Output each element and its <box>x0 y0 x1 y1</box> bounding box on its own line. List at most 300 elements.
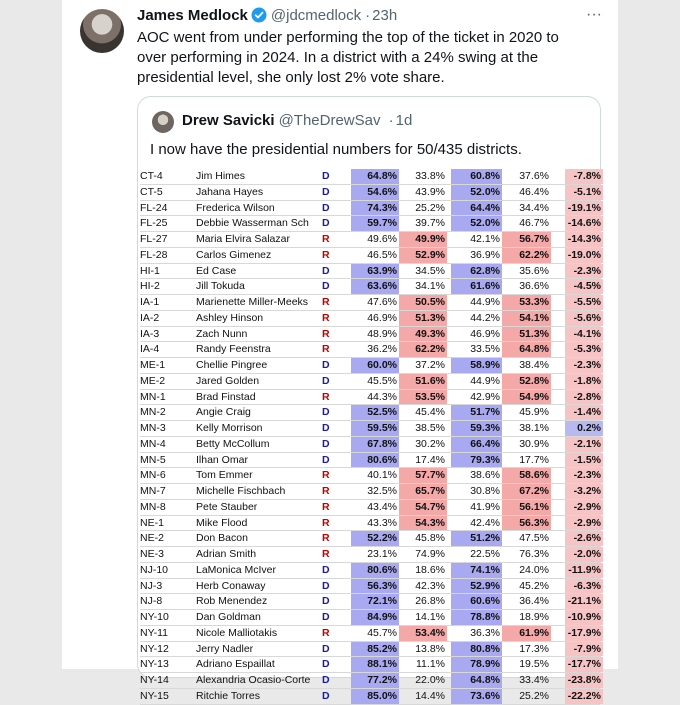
value-cell: 25.2% <box>415 201 445 214</box>
swing-cell: -14.6% <box>565 216 603 231</box>
table-row <box>140 594 600 610</box>
representative-cell: Kelly Morrison <box>196 422 263 434</box>
value-cell: 36.6% <box>519 280 549 293</box>
representative-cell: Angie Craig <box>196 406 251 419</box>
table-row <box>140 295 600 311</box>
tweet-time[interactable]: 23h <box>372 7 398 24</box>
district-cell: NY-13 <box>140 658 169 671</box>
table-row <box>140 169 600 185</box>
swing-cell: -17.7% <box>565 657 603 672</box>
representative-cell: Michelle Fischbach <box>196 485 286 497</box>
party-cell: D <box>322 264 330 277</box>
swing-cell: -1.4% <box>565 405 603 420</box>
value-cell: 38.1% <box>519 422 549 434</box>
value-cell: 37.6% <box>519 170 549 182</box>
value-cell: 30.2% <box>415 437 445 450</box>
district-cell: CT-5 <box>140 185 163 198</box>
representative-cell: Ashley Hinson <box>196 311 264 324</box>
value-cell: 49.9% <box>399 232 447 247</box>
party-cell: R <box>322 485 330 497</box>
value-cell: 45.4% <box>415 406 445 419</box>
value-cell: 56.7% <box>502 232 551 247</box>
value-cell: 85.2% <box>351 642 399 657</box>
value-cell: 80.6% <box>351 563 399 578</box>
separator-dot: · <box>365 7 371 24</box>
value-cell: 18.9% <box>519 611 549 623</box>
representative-cell: Maria Elvira Salazar <box>196 233 290 245</box>
table-row <box>140 185 600 201</box>
value-cell: 33.5% <box>470 343 500 356</box>
value-cell: 59.5% <box>351 421 399 436</box>
value-cell: 54.3% <box>399 516 447 531</box>
value-cell: 63.9% <box>351 264 399 279</box>
value-cell: 64.8% <box>451 673 502 688</box>
verified-badge-icon <box>251 7 267 29</box>
value-cell: 64.8% <box>351 169 399 184</box>
party-cell: D <box>322 563 330 576</box>
value-cell: 42.1% <box>470 233 500 245</box>
swing-cell: -14.3% <box>565 232 603 247</box>
district-cell: HI-2 <box>140 280 160 293</box>
value-cell: 35.6% <box>519 264 549 277</box>
party-cell: D <box>322 579 330 592</box>
value-cell: 51.7% <box>451 405 502 420</box>
representative-cell: Chellie Pingree <box>196 359 268 371</box>
value-cell: 51.2% <box>451 531 502 546</box>
table-row <box>140 342 600 358</box>
swing-cell: -1.5% <box>565 453 603 468</box>
value-cell: 45.2% <box>519 579 549 592</box>
district-cell: NY-10 <box>140 611 169 623</box>
representative-cell: Dan Goldman <box>196 611 261 623</box>
value-cell: 54.9% <box>502 390 551 405</box>
value-cell: 74.9% <box>415 548 445 560</box>
swing-cell: -2.0% <box>565 547 603 562</box>
party-cell: D <box>322 642 330 655</box>
value-cell: 74.1% <box>451 563 502 578</box>
value-cell: 50.5% <box>399 295 447 310</box>
swing-cell: -2.3% <box>565 358 603 373</box>
table-row <box>140 437 600 453</box>
table-row <box>140 390 600 406</box>
party-cell: R <box>322 233 330 245</box>
swing-cell: -5.3% <box>565 342 603 357</box>
value-cell: 18.6% <box>415 563 445 576</box>
party-cell: R <box>322 516 330 529</box>
separator-dot: · <box>384 112 394 129</box>
party-cell: D <box>322 280 330 293</box>
value-cell: 37.2% <box>415 359 445 371</box>
value-cell: 78.9% <box>451 657 502 672</box>
district-cell: ME-2 <box>140 374 166 387</box>
value-cell: 42.3% <box>415 579 445 592</box>
table-row <box>140 201 600 217</box>
swing-cell: -19.1% <box>565 201 603 216</box>
swing-cell: -2.1% <box>565 437 603 452</box>
table-row <box>140 216 600 232</box>
value-cell: 88.1% <box>351 657 399 672</box>
representative-cell: Herb Conaway <box>196 579 266 592</box>
representative-cell: Randy Feenstra <box>196 343 271 356</box>
value-cell: 43.3% <box>367 516 397 529</box>
representative-cell: Jerry Nadler <box>196 642 254 655</box>
party-cell: R <box>322 248 330 261</box>
swing-cell: -1.8% <box>565 374 603 389</box>
value-cell: 53.4% <box>399 626 447 641</box>
district-cell: NY-11 <box>140 626 169 639</box>
value-cell: 60.0% <box>351 358 399 373</box>
value-cell: 46.9% <box>367 311 397 324</box>
value-cell: 56.3% <box>351 579 399 594</box>
district-cell: NY-14 <box>140 674 169 686</box>
author-avatar[interactable] <box>80 9 124 53</box>
table-row <box>140 547 600 563</box>
election-table-image[interactable] <box>140 169 600 705</box>
value-cell: 42.9% <box>470 390 500 403</box>
party-cell: R <box>322 296 330 308</box>
district-cell: IA-3 <box>140 327 160 340</box>
swing-cell: -5.1% <box>565 185 603 200</box>
representative-cell: Zach Nunn <box>196 327 248 340</box>
swing-cell: -2.8% <box>565 390 603 405</box>
value-cell: 53.3% <box>502 295 551 310</box>
value-cell: 64.8% <box>502 342 551 357</box>
representative-cell: Betty McCollum <box>196 437 270 450</box>
value-cell: 47.6% <box>367 296 397 308</box>
value-cell: 14.4% <box>415 689 445 702</box>
quoted-tweet[interactable] <box>137 96 601 702</box>
value-cell: 52.8% <box>502 374 551 389</box>
value-cell: 33.4% <box>519 674 549 686</box>
value-cell: 62.8% <box>451 264 502 279</box>
district-cell: NE-1 <box>140 516 164 529</box>
value-cell: 65.7% <box>399 484 447 499</box>
representative-cell: Frederica Wilson <box>196 201 275 214</box>
representative-cell: Jill Tokuda <box>196 280 245 293</box>
value-cell: 30.8% <box>470 485 500 497</box>
value-cell: 51.3% <box>399 311 447 326</box>
representative-cell: Jahana Hayes <box>196 185 264 198</box>
value-cell: 61.9% <box>502 626 551 641</box>
swing-cell: -4.1% <box>565 327 603 342</box>
party-cell: R <box>322 327 330 340</box>
value-cell: 17.4% <box>415 453 445 466</box>
representative-cell: Mike Flood <box>196 516 248 529</box>
party-cell: R <box>322 626 330 639</box>
value-cell: 73.6% <box>451 689 502 704</box>
district-cell: MN-1 <box>140 390 166 403</box>
district-cell: CT-4 <box>140 170 163 182</box>
swing-cell: -3.2% <box>565 484 603 499</box>
representative-cell: Carlos Gimenez <box>196 248 272 261</box>
value-cell: 44.9% <box>470 296 500 308</box>
value-cell: 40.1% <box>367 469 397 482</box>
representative-cell: Adriano Espaillat <box>196 658 275 671</box>
representative-cell: LaMonica McIver <box>196 563 276 576</box>
party-cell: D <box>322 422 330 434</box>
party-cell: R <box>322 390 330 403</box>
swing-cell: -7.8% <box>565 169 603 184</box>
district-cell: HI-1 <box>140 264 160 277</box>
tweet-header <box>137 6 397 29</box>
representative-cell: Alexandria Ocasio-Corte <box>196 674 311 686</box>
value-cell: 52.0% <box>451 216 502 231</box>
representative-cell: Brad Finstad <box>196 390 256 403</box>
value-cell: 22.0% <box>415 674 445 686</box>
value-cell: 43.9% <box>415 185 445 198</box>
value-cell: 52.5% <box>351 405 399 420</box>
value-cell: 34.4% <box>519 201 549 214</box>
party-cell: R <box>322 469 330 482</box>
table-row <box>140 484 600 500</box>
swing-cell: -2.9% <box>565 500 603 515</box>
table-row <box>140 579 600 595</box>
district-cell: NJ-8 <box>140 595 163 608</box>
value-cell: 13.8% <box>415 642 445 655</box>
swing-cell: -4.5% <box>565 279 603 294</box>
value-cell: 11.1% <box>416 658 445 671</box>
table-row <box>140 642 600 658</box>
value-cell: 17.3% <box>519 642 549 655</box>
swing-cell: -2.6% <box>565 531 603 546</box>
swing-cell: -21.1% <box>565 594 603 609</box>
table-row <box>140 500 600 516</box>
value-cell: 19.5% <box>519 658 549 671</box>
party-cell: D <box>322 437 330 450</box>
more-options-icon[interactable]: ··· <box>586 6 602 23</box>
table-row <box>140 232 600 248</box>
value-cell: 42.4% <box>470 516 500 529</box>
value-cell: 62.2% <box>502 248 551 263</box>
table-row <box>140 516 600 532</box>
party-cell: R <box>322 532 330 545</box>
value-cell: 46.7% <box>519 217 549 230</box>
value-cell: 54.6% <box>351 185 399 200</box>
value-cell: 41.9% <box>470 500 500 513</box>
value-cell: 58.6% <box>502 468 551 483</box>
district-cell: MN-5 <box>140 453 166 466</box>
district-cell: MN-4 <box>140 437 166 450</box>
value-cell: 64.4% <box>451 201 502 216</box>
quoted-text: I now have the presidential numbers for 50/435 districts. <box>150 141 522 158</box>
value-cell: 58.9% <box>451 358 502 373</box>
author-name[interactable]: James Medlock <box>137 7 248 24</box>
party-cell: D <box>322 595 330 608</box>
district-cell: NJ-3 <box>140 579 163 592</box>
quoted-header <box>182 112 412 129</box>
table-row <box>140 689 600 705</box>
swing-cell: -11.9% <box>565 563 603 578</box>
district-cell: IA-1 <box>140 296 160 308</box>
value-cell: 60.6% <box>451 594 502 609</box>
district-cell: FL-28 <box>140 248 168 261</box>
swing-cell: -10.9% <box>565 610 603 625</box>
value-cell: 34.5% <box>415 264 445 277</box>
party-cell: D <box>322 185 330 198</box>
district-cell: IA-4 <box>140 343 160 356</box>
district-cell: NE-3 <box>140 548 164 560</box>
value-cell: 52.2% <box>351 531 399 546</box>
value-cell: 67.8% <box>351 437 399 452</box>
representative-cell: Tom Emmer <box>196 469 253 482</box>
value-cell: 38.4% <box>519 359 549 371</box>
table-row <box>140 264 600 280</box>
value-cell: 77.2% <box>351 673 399 688</box>
value-cell: 33.8% <box>415 170 445 182</box>
table-row <box>140 279 600 295</box>
district-cell: NJ-10 <box>140 563 169 576</box>
table-row <box>140 563 600 579</box>
table-row <box>140 421 600 437</box>
district-cell: MN-7 <box>140 485 166 497</box>
party-cell: R <box>322 500 330 513</box>
party-cell: D <box>322 406 330 419</box>
value-cell: 80.6% <box>351 453 399 468</box>
representative-cell: Nicole Malliotakis <box>196 626 278 639</box>
party-cell: D <box>322 374 330 387</box>
value-cell: 54.7% <box>399 500 447 515</box>
value-cell: 60.8% <box>451 169 502 184</box>
district-cell: FL-27 <box>140 233 168 245</box>
value-cell: 51.6% <box>399 374 447 389</box>
district-cell: ME-1 <box>140 359 166 371</box>
value-cell: 46.5% <box>367 248 397 261</box>
author-handle[interactable]: @jdcmedlock <box>270 7 362 24</box>
value-cell: 52.0% <box>451 185 502 200</box>
representative-cell: Jared Golden <box>196 374 260 387</box>
party-cell: R <box>322 311 330 324</box>
value-cell: 43.4% <box>367 500 397 513</box>
representative-cell: Adrian Smith <box>196 548 257 560</box>
swing-cell: -17.9% <box>565 626 603 641</box>
district-cell: FL-24 <box>140 201 168 214</box>
value-cell: 74.3% <box>351 201 399 216</box>
representative-cell: Rob Menendez <box>196 595 268 608</box>
table-row <box>140 374 600 390</box>
value-cell: 30.9% <box>519 437 549 450</box>
value-cell: 56.1% <box>502 500 551 515</box>
party-cell: R <box>322 343 330 356</box>
value-cell: 54.1% <box>502 311 551 326</box>
value-cell: 36.9% <box>470 248 500 261</box>
value-cell: 25.2% <box>519 689 549 702</box>
value-cell: 47.5% <box>519 532 549 545</box>
value-cell: 66.4% <box>451 437 502 452</box>
value-cell: 76.3% <box>519 548 549 560</box>
table-row <box>140 673 600 689</box>
quoted-time: 1d <box>395 112 413 129</box>
district-cell: IA-2 <box>140 311 160 324</box>
value-cell: 61.6% <box>451 279 502 294</box>
representative-cell: Don Bacon <box>196 532 248 545</box>
representative-cell: Debbie Wasserman Sch <box>196 217 309 230</box>
party-cell: D <box>322 658 330 671</box>
value-cell: 38.6% <box>470 469 500 482</box>
value-cell: 51.3% <box>502 327 551 342</box>
value-cell: 48.9% <box>367 327 397 340</box>
party-cell: D <box>322 170 330 182</box>
value-cell: 22.5% <box>470 548 500 560</box>
table-row <box>140 531 600 547</box>
district-cell: NY-15 <box>140 689 169 702</box>
table-row <box>140 327 600 343</box>
value-cell: 53.5% <box>399 390 447 405</box>
value-cell: 45.7% <box>367 626 397 639</box>
value-cell: 57.7% <box>399 468 447 483</box>
district-cell: MN-3 <box>140 422 166 434</box>
value-cell: 44.3% <box>367 390 397 403</box>
party-cell: D <box>322 611 330 623</box>
value-cell: 45.5% <box>367 374 397 387</box>
value-cell: 63.6% <box>351 279 399 294</box>
table-row <box>140 626 600 642</box>
party-cell: D <box>322 201 330 214</box>
party-cell: D <box>322 359 330 371</box>
representative-cell: Ilhan Omar <box>196 453 248 466</box>
value-cell: 44.9% <box>470 374 500 387</box>
value-cell: 26.8% <box>415 595 445 608</box>
value-cell: 84.9% <box>351 610 399 625</box>
value-cell: 36.2% <box>367 343 397 356</box>
value-cell: 62.2% <box>399 342 447 357</box>
party-cell: D <box>322 689 330 702</box>
party-cell: R <box>322 548 330 560</box>
swing-cell: -23.8% <box>565 673 603 688</box>
value-cell: 52.9% <box>399 248 447 263</box>
value-cell: 39.7% <box>415 217 445 230</box>
table-row <box>140 311 600 327</box>
swing-cell: -6.3% <box>565 579 603 594</box>
party-cell: D <box>322 217 330 230</box>
value-cell: 45.9% <box>519 406 549 419</box>
value-cell: 72.1% <box>351 594 399 609</box>
representative-cell: Pete Stauber <box>196 500 258 513</box>
value-cell: 80.8% <box>451 642 502 657</box>
table-row <box>140 657 600 673</box>
swing-cell: -5.6% <box>565 311 603 326</box>
value-cell: 24.0% <box>519 563 549 576</box>
representative-cell: Ritchie Torres <box>196 689 260 702</box>
representative-cell: Ed Case <box>196 264 237 277</box>
value-cell: 59.7% <box>351 216 399 231</box>
quoted-author-handle: @TheDrewSav <box>278 112 381 129</box>
district-cell: FL-25 <box>140 217 168 230</box>
value-cell: 36.3% <box>470 626 500 639</box>
swing-cell: -2.3% <box>565 468 603 483</box>
district-cell: NY-12 <box>140 642 169 655</box>
value-cell: 46.9% <box>470 327 500 340</box>
swing-cell: -2.3% <box>565 264 603 279</box>
value-cell: 38.5% <box>415 422 445 434</box>
swing-cell: -2.9% <box>565 516 603 531</box>
table-row <box>140 610 600 626</box>
representative-cell: Jim Himes <box>196 170 245 182</box>
value-cell: 23.1% <box>367 548 397 560</box>
value-cell: 49.3% <box>399 327 447 342</box>
value-cell: 67.2% <box>502 484 551 499</box>
value-cell: 45.8% <box>415 532 445 545</box>
table-row <box>140 405 600 421</box>
value-cell: 46.4% <box>519 185 549 198</box>
value-cell: 49.6% <box>367 233 397 245</box>
value-cell: 59.3% <box>451 421 502 436</box>
value-cell: 85.0% <box>351 689 399 704</box>
district-cell: MN-2 <box>140 406 166 419</box>
table-row <box>140 453 600 469</box>
value-cell: 14.1% <box>415 611 445 623</box>
district-cell: NE-2 <box>140 532 164 545</box>
district-cell: MN-6 <box>140 469 166 482</box>
